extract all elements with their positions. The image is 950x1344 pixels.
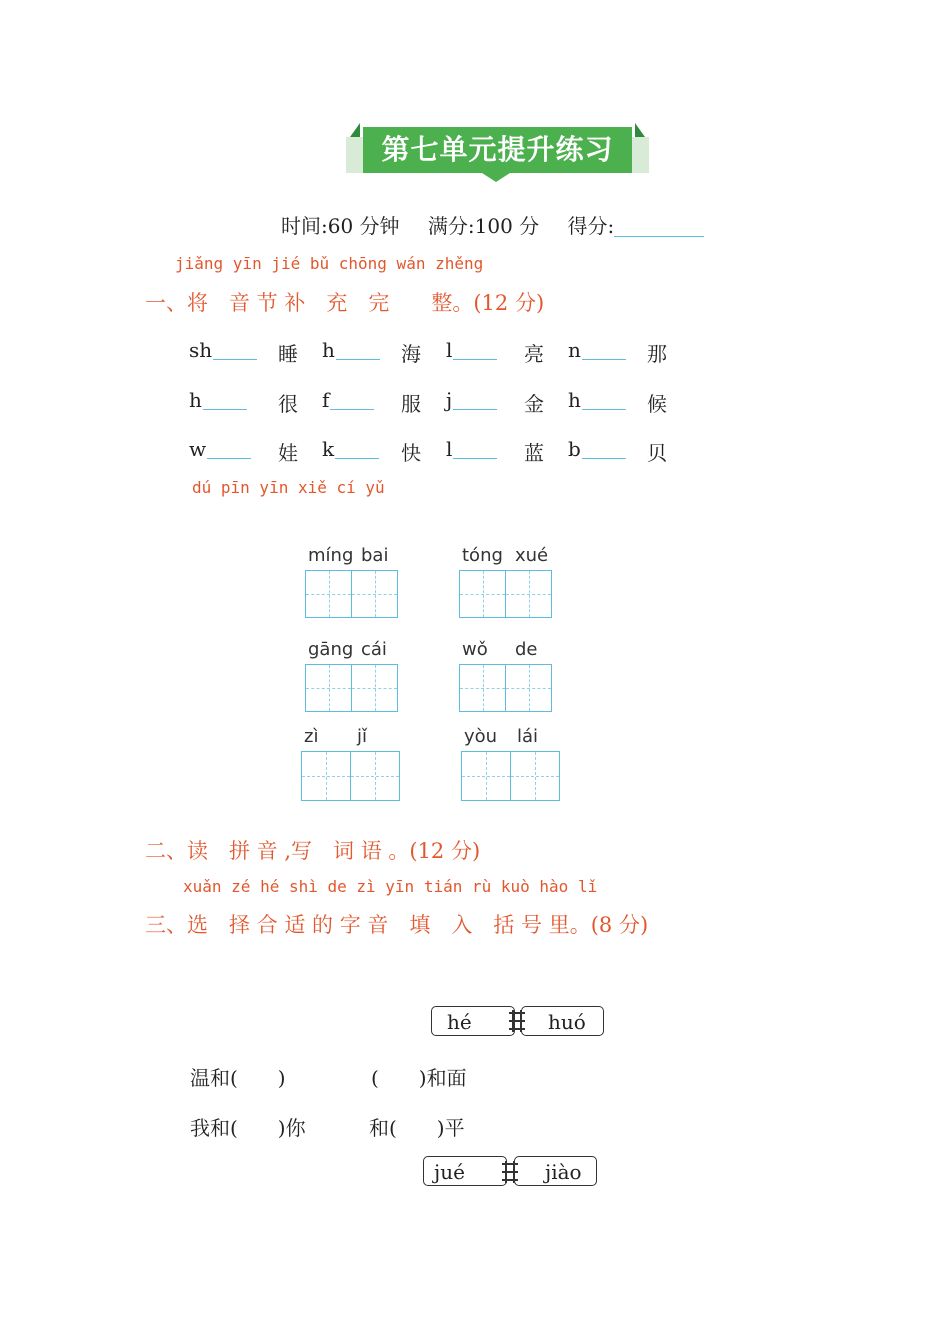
exam-time: 时间:60 分钟 <box>281 214 400 238</box>
tianzige-box[interactable] <box>505 570 552 618</box>
pinyin-label: bai <box>361 545 389 566</box>
hanzi: 亮 <box>524 342 544 366</box>
pinyin-label: lái <box>517 726 539 747</box>
initial-letter: sh <box>189 338 213 362</box>
exam-score-label: 得分: <box>567 214 615 238</box>
section3-pinyin: xuǎn zé hé shì de zì yīn tián rù kuò hào lǐ <box>183 877 598 896</box>
pinyin-label: yòu <box>464 726 498 747</box>
answer-line[interactable] <box>453 359 497 360</box>
tianzige-box[interactable] <box>351 570 398 618</box>
initial-blank[interactable] <box>568 338 626 362</box>
initial-letter: j <box>446 388 453 412</box>
score-blank[interactable] <box>614 236 704 237</box>
hanzi: 蓝 <box>524 441 544 465</box>
initial-letter: n <box>568 338 581 362</box>
pinyin-label: xué <box>515 545 549 566</box>
section1-heading: 一、将 音 节 补 充 完 整。(12 分) <box>145 291 545 315</box>
exam-full-score: 满分:100 分 <box>427 214 540 238</box>
pinyin-label: tóng <box>462 545 503 566</box>
tianzige-box[interactable] <box>301 751 351 801</box>
pinyin-label: míng <box>308 545 354 566</box>
initial-blank[interactable] <box>322 437 379 461</box>
option-he[interactable]: hé <box>431 1006 515 1036</box>
pinyin-label: gāng <box>308 639 354 660</box>
answer-line[interactable] <box>582 359 626 360</box>
answer-line[interactable] <box>582 458 626 459</box>
tianzige-box[interactable] <box>461 751 511 801</box>
banner-fold-left <box>350 123 360 137</box>
answer-line[interactable] <box>207 458 251 459</box>
initial-letter: f <box>322 388 330 412</box>
answer-line[interactable] <box>330 409 374 410</box>
fill-item-1[interactable]: 温和( ) <box>190 1066 286 1090</box>
pinyin-label: zì <box>304 726 319 747</box>
answer-line[interactable] <box>582 409 626 410</box>
option-huo[interactable]: huó <box>521 1006 604 1036</box>
initial-blank[interactable] <box>189 437 251 461</box>
pinyin-label: cái <box>361 639 387 660</box>
fill-item-3[interactable]: 我和( )你 <box>190 1116 306 1140</box>
answer-line[interactable] <box>336 359 380 360</box>
tianzige-box[interactable] <box>305 570 352 618</box>
banner-fold-right <box>635 123 645 137</box>
pinyin-label: jǐ <box>357 726 368 747</box>
section3-heading: 三、选 择 合 适 的 字 音 填 入 括 号 里。(8 分) <box>145 913 649 937</box>
tianzige-box[interactable] <box>305 664 352 712</box>
hanzi: 候 <box>647 392 667 416</box>
tianzige-box[interactable] <box>350 751 400 801</box>
tianzige-box[interactable] <box>459 664 506 712</box>
hanzi: 娃 <box>278 441 298 465</box>
initial-blank[interactable] <box>568 388 626 412</box>
initial-letter: l <box>446 338 453 362</box>
initial-blank[interactable] <box>568 437 626 461</box>
initial-letter: l <box>446 437 453 461</box>
link-icon <box>509 1010 525 1032</box>
answer-line[interactable] <box>453 458 497 459</box>
fill-item-4[interactable]: 和( )平 <box>369 1116 465 1140</box>
hanzi: 那 <box>647 342 667 366</box>
initial-blank[interactable] <box>446 388 497 412</box>
page-title: 第七单元提升练习 <box>363 127 632 173</box>
answer-line[interactable] <box>453 409 497 410</box>
initial-letter: k <box>322 437 335 461</box>
initial-letter: h <box>189 388 202 412</box>
initial-blank[interactable] <box>322 338 380 362</box>
initial-blank[interactable] <box>189 338 257 362</box>
link-icon <box>502 1161 518 1183</box>
initial-letter: h <box>322 338 335 362</box>
initial-letter: b <box>568 437 581 461</box>
answer-line[interactable] <box>335 458 379 459</box>
section2-heading: 二、读 拼 音 ,写 词 语 。(12 分) <box>145 839 481 863</box>
initial-blank[interactable] <box>189 388 247 412</box>
section2-pinyin: dú pīn yīn xiě cí yǔ <box>192 478 385 497</box>
initial-blank[interactable] <box>446 437 497 461</box>
tianzige-box[interactable] <box>459 570 506 618</box>
hanzi: 金 <box>524 392 544 416</box>
tianzige-box[interactable] <box>351 664 398 712</box>
answer-line[interactable] <box>203 409 247 410</box>
title-banner <box>346 123 649 183</box>
pinyin-label: wǒ <box>462 639 488 660</box>
pinyin-label: de <box>515 639 538 660</box>
initial-blank[interactable] <box>446 338 497 362</box>
section1-pinyin: jiǎng yīn jié bǔ chōng wán zhěng <box>175 254 484 273</box>
exam-info <box>281 210 704 239</box>
tianzige-box[interactable] <box>505 664 552 712</box>
fill-item-2[interactable]: ( )和面 <box>371 1066 467 1090</box>
hanzi: 贝 <box>647 441 667 465</box>
tianzige-box[interactable] <box>510 751 560 801</box>
hanzi: 很 <box>278 392 298 416</box>
option-jue[interactable]: jué <box>423 1156 507 1186</box>
option-jiao[interactable]: jiào <box>514 1156 597 1186</box>
hanzi: 睡 <box>278 342 298 366</box>
initial-letter: w <box>189 437 207 461</box>
initial-blank[interactable] <box>322 388 374 412</box>
hanzi: 服 <box>401 392 421 416</box>
hanzi: 快 <box>401 441 421 465</box>
banner-pointer <box>482 173 510 182</box>
hanzi: 海 <box>401 342 421 366</box>
answer-line[interactable] <box>213 359 257 360</box>
initial-letter: h <box>568 388 581 412</box>
